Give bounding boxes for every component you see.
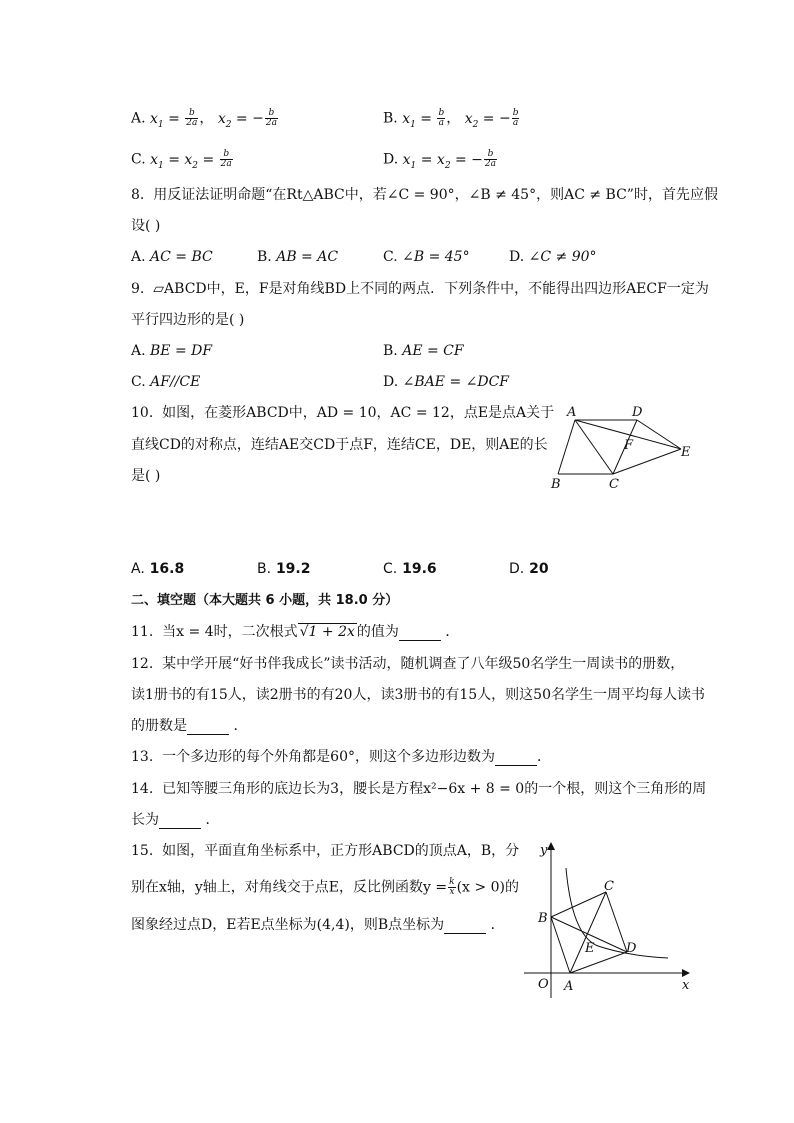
label-e: E: [681, 445, 691, 460]
label-a: A: [567, 405, 577, 420]
fraction: $\frac{k}{x}$: [449, 877, 455, 897]
q10-option-c: C. 19.6: [383, 561, 437, 577]
q10-option-a: A. 16.8: [131, 561, 185, 577]
answer-blank[interactable]: [159, 814, 201, 829]
answer-blank[interactable]: [399, 626, 441, 641]
answer-blank[interactable]: [444, 919, 486, 934]
q9-option-b: B. AE = CF: [383, 343, 464, 359]
label-e: E: [585, 941, 595, 956]
q12-stem-line2: 读1册书的有15人，读2册书的有20人，读3册书的有15人，则这50名学生一周平均每人读书: [131, 687, 705, 703]
fraction: $\frac{b}{a}$: [438, 108, 445, 128]
fraction: $\frac{b}{2a}$: [220, 149, 232, 169]
q8-stem-line1: 8. 用反证法证明命题“在Rt△ABC中，若∠C = 90°，∠B ≠ 45°，则AC ≠ BC”时，首先应假: [131, 187, 718, 203]
label-b: B: [538, 911, 548, 926]
label-x: x: [682, 978, 690, 993]
q10-stem-line3: 是( ): [131, 468, 161, 484]
q9-option-a: A. BE = DF: [131, 343, 213, 359]
label-d: D: [626, 941, 637, 956]
q15-stem-line3: 图象经过点D，E若E点坐标为(4,4)，则B点坐标为 ．: [131, 917, 505, 933]
q14-stem-line1: 14. 已知等腰三角形的底边长为3，腰长是方程x²−6x + 8 = 0的一个根，则这个三角形的周: [131, 781, 707, 797]
q12-stem-line3: 的册数是 ．: [131, 718, 248, 734]
sqrt-expression: √1 + 2x: [299, 624, 355, 640]
q8-option-a: A. AC = BC: [131, 249, 213, 265]
q15-stem-line2: 别在x轴，y轴上，对角线交于点E，反比例函数y = $\frac{k}{x}$ (x > 0)的: [131, 877, 519, 897]
answer-blank[interactable]: [187, 720, 229, 735]
label-c: C: [604, 879, 614, 894]
q10-stem-line1: 10. 如图，在菱形ABCD中，AD = 10，AC = 12，点E是点A关于: [131, 405, 555, 421]
q10-rhombus-figure: [545, 400, 705, 496]
answer-blank[interactable]: [495, 751, 537, 766]
section-heading-fill-in: 二、填空题（本大题共 6 小题，共 18.0 分）: [131, 593, 399, 608]
q7-option-c: C. $x_1 = x_2$ = $\frac{b}{2a}$: [131, 149, 232, 171]
q13-stem: 13. 一个多边形的每个外角都是60°，则这个多边形边数为 ．: [131, 749, 551, 765]
label-a: A: [564, 979, 574, 994]
fraction: $\frac{b}{2a}$: [484, 149, 497, 169]
q7-option-a: A. $x_1$ = $\frac{b}{2a}$ ， $x_2$ = − $\frac{b}{2a}$: [131, 108, 277, 130]
q8-option-b: B. AB = AC: [257, 249, 339, 265]
q15-coordinate-figure: [518, 836, 698, 1004]
fraction: $\frac{b}{a}$: [512, 108, 519, 128]
q9-stem-line2: 平行四边形的是( ): [131, 312, 245, 328]
q9-stem-line1: 9. ▱ABCD中，E，F是对角线BD上不同的两点．下列条件中，不能得出四边形AECF一定为: [131, 281, 709, 297]
q7-option-d: D. $x_1 = x_2$ = − $\frac{b}{2a}$: [383, 149, 497, 171]
q8-option-c: C. ∠B = 45°: [383, 249, 470, 265]
q11-stem: 11. 当x = 4时，二次根式 √1 + 2x 的值为 ．: [131, 624, 460, 640]
label-o: O: [538, 977, 549, 992]
label-b: B: [551, 477, 561, 492]
q7-option-b: B. $x_1$ = $\frac{b}{a}$ ， $x_2$ = − $\frac{b}{a}$: [383, 108, 519, 130]
q10-option-b: B. 19.2: [257, 561, 311, 577]
label-c: C: [609, 477, 619, 492]
fraction: $\frac{b}{2a}$: [186, 108, 198, 128]
q8-stem-line2: 设( ): [131, 218, 161, 234]
q15-stem-line1: 15. 如图，平面直角坐标系中，正方形ABCD的顶点A，B，分: [131, 843, 520, 859]
q9-option-d: D. ∠BAE = ∠DCF: [383, 374, 510, 390]
q8-option-d: D. ∠C ≠ 90°: [509, 249, 597, 265]
q12-stem-line1: 12. 某中学开展“好书伴我成长”读书活动，随机调查了八年级50名学生一周读书的册数，: [131, 656, 685, 672]
q9-option-c: C. AF//CE: [131, 374, 201, 390]
label-f: F: [624, 438, 634, 453]
q10-option-d: D. 20: [509, 561, 549, 577]
label-y: y: [540, 843, 548, 858]
label-d: D: [632, 405, 643, 420]
q10-stem-line2: 直线CD的对称点，连结AE交CD于点F，连结CE，DE，则AE的长: [131, 437, 548, 453]
q14-stem-line2: 长为 ．: [131, 812, 220, 828]
fraction: $\frac{b}{2a}$: [265, 108, 277, 128]
